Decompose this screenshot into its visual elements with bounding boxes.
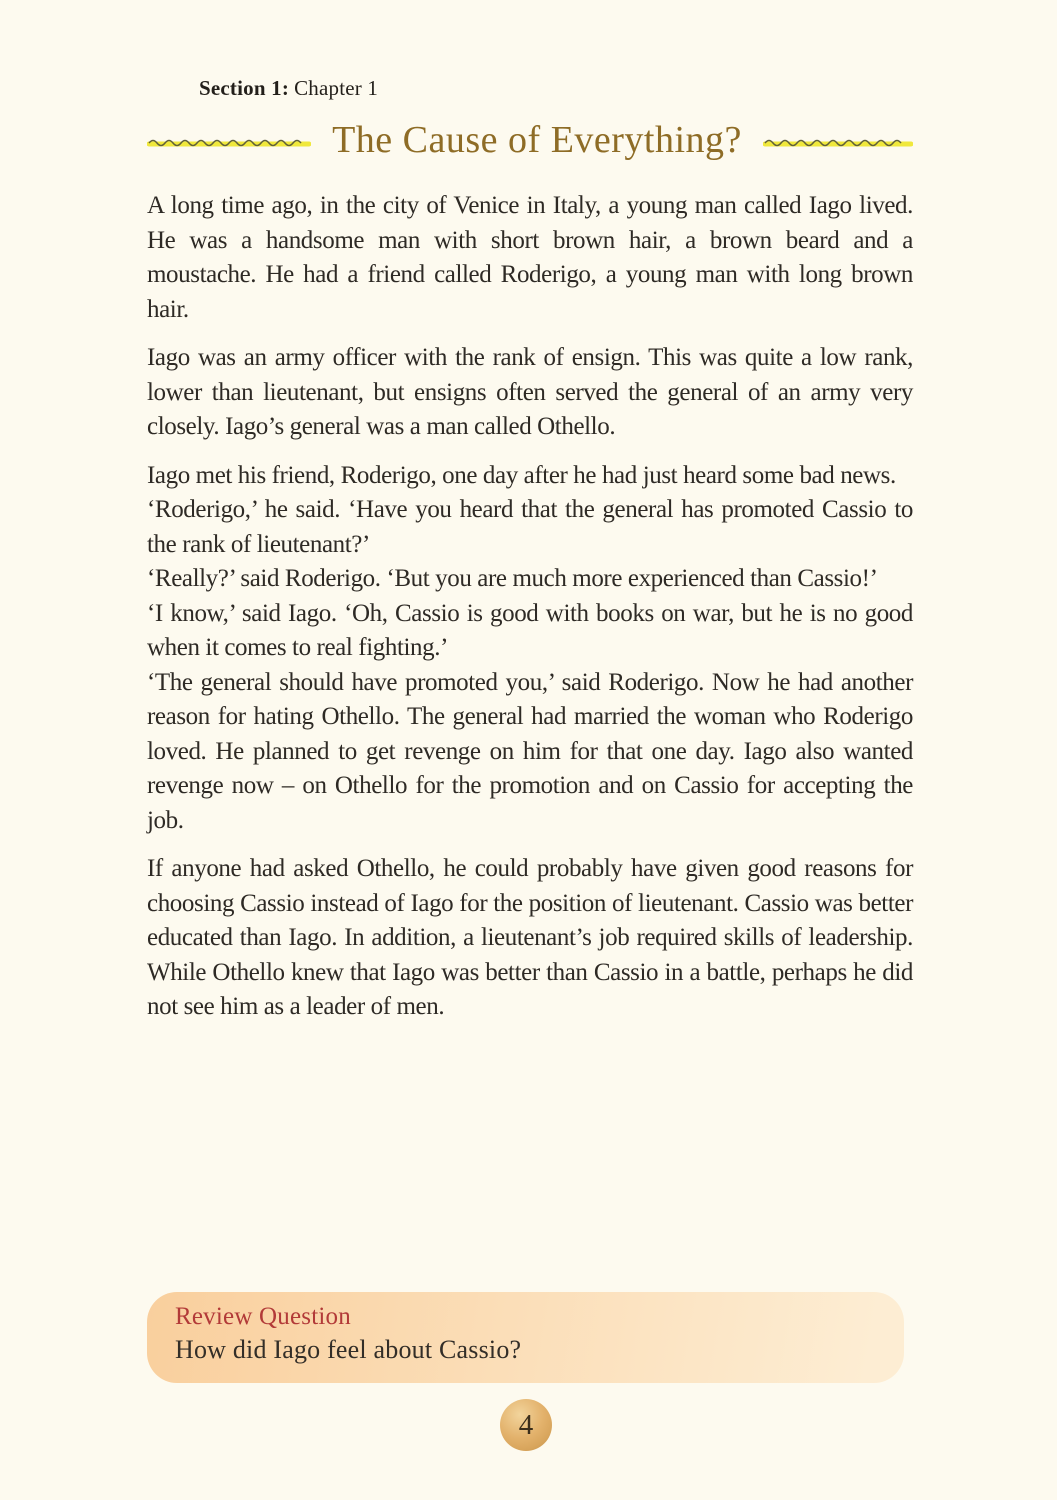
review-question-label: Review Question <box>175 1303 351 1330</box>
wavy-line-left-decoration <box>147 135 311 151</box>
story-dialogue-line: ‘The general should have promoted you,’ said Roderigo. Now he had another reason for hating Othello. The general had married the woman who Roderigo loved. He planned to get revenge on him for that one day. Iago also wanted revenge now – on Othello for the promotion and on Cassio for accepting the job. <box>147 668 913 834</box>
chapter-label: Chapter 1 <box>294 76 379 100</box>
story-paragraph: A long time ago, in the city of Venice in Italy, a young man called Iago lived. He was a handsome man with short brown hair, a brown beard and a moustache. He had a friend called Roderigo, a young man with long brown hair. <box>147 192 913 323</box>
wavy-line-right-decoration <box>763 135 913 151</box>
page-number-badge: 4 <box>500 1399 552 1451</box>
review-question-text: How did Iago feel about Cassio? <box>175 1335 522 1364</box>
section-header <box>199 76 378 101</box>
story-paragraph: Iago was an army officer with the rank of ensign. This was quite a low rank, lower than lieutenant, but ensigns often served the general of an army very closely. Iago’s general was a man called Othello. <box>147 344 913 440</box>
review-question-box <box>147 1292 904 1383</box>
story-paragraph: Iago met his friend, Roderigo, one day after he had just heard some bad news. <box>147 461 896 489</box>
chapter-title: The Cause of Everything? <box>332 119 742 161</box>
story-text <box>147 189 913 1039</box>
story-paragraph: If anyone had asked Othello, he could probably have given good reasons for choosing Cassio instead of Iago for the position of lieutenant. Cassio was better educated than Iago. In addition, a lieutenant’s job required skills of leadership. While Othello knew that Iago was better than Cassio in a battle, perhaps he did not see him as a leader of men. <box>147 855 913 1020</box>
story-dialogue-line: ‘Roderigo,’ he said. ‘Have you heard that the general has promoted Cassio to the rank of lieutenant?’ <box>147 496 913 558</box>
story-dialogue-line: ‘I know,’ said Iago. ‘Oh, Cassio is good with books on war, but he is no good when it comes to real fighting.’ <box>147 599 913 661</box>
section-label: Section 1: <box>199 76 290 100</box>
story-dialogue-line: ‘Really?’ said Roderigo. ‘But you are much more experienced than Cassio!’ <box>147 565 878 592</box>
chapter-title-row <box>147 118 913 162</box>
